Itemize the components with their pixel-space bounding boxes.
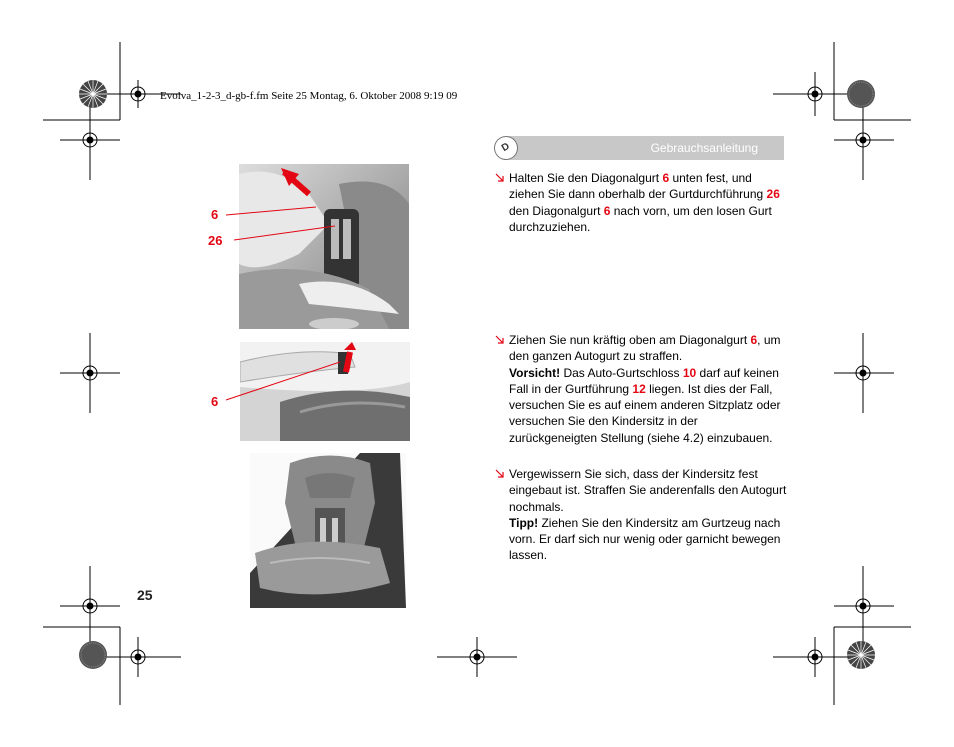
bullet-arrow-icon bbox=[495, 468, 506, 479]
bullet-arrow-icon bbox=[495, 334, 506, 345]
section-header bbox=[494, 136, 784, 160]
photo-installed-child-seat bbox=[250, 453, 406, 608]
language-badge: D bbox=[490, 132, 523, 165]
page-number: 25 bbox=[137, 587, 153, 603]
instruction-step-1: Halten Sie den Diagonalgurt 6 unten fest, und ziehen Sie dann oberhalb der Gurtdurchführung 26 den Diagonalgurt 6 nach vorn, um den losen Gurt durchzuziehen. bbox=[495, 170, 789, 235]
warning-label: Vorsicht! bbox=[509, 365, 561, 380]
instruction-step-3: Vergewissern Sie sich, dass der Kindersitz fest eingebaut ist. Straffen Sie anderenfalls den Autogurt nochmals. Tipp! Ziehen Sie den Kindersitz am Gurtzeug nach vorn. Er darf sich nur wenig oder garnicht bewegen lassen. bbox=[495, 466, 789, 564]
callout-26: 26 bbox=[208, 233, 223, 248]
callout-6-top: 6 bbox=[211, 207, 219, 222]
instruction-step-2: Ziehen Sie nun kräftig oben am Diagonalgurt 6, um den ganzen Autogurt zu straffen. Vorsicht! Das Auto-Gurtschloss 10 darf auf keinen Fall in der Gurtführung 12 liegen. Ist dies der Fall, versuchen Sie es auf einem anderen Sitzplatz oder versuchen Sie den Kindersitz in der zurückgeneigten Stellung (siehe 4.2) einzubauen. bbox=[495, 332, 789, 446]
callout-leaders bbox=[220, 180, 340, 440]
callout-6-bottom: 6 bbox=[211, 394, 219, 409]
file-info-line: Evolva_1-2-3_d-gb-f.fm Seite 25 Montag, 6. Oktober 2008 9:19 09 bbox=[160, 90, 458, 102]
section-title: Gebrauchsanleitung bbox=[650, 141, 758, 155]
bullet-arrow-icon bbox=[495, 172, 506, 183]
tip-label: Tipp! bbox=[509, 515, 539, 530]
